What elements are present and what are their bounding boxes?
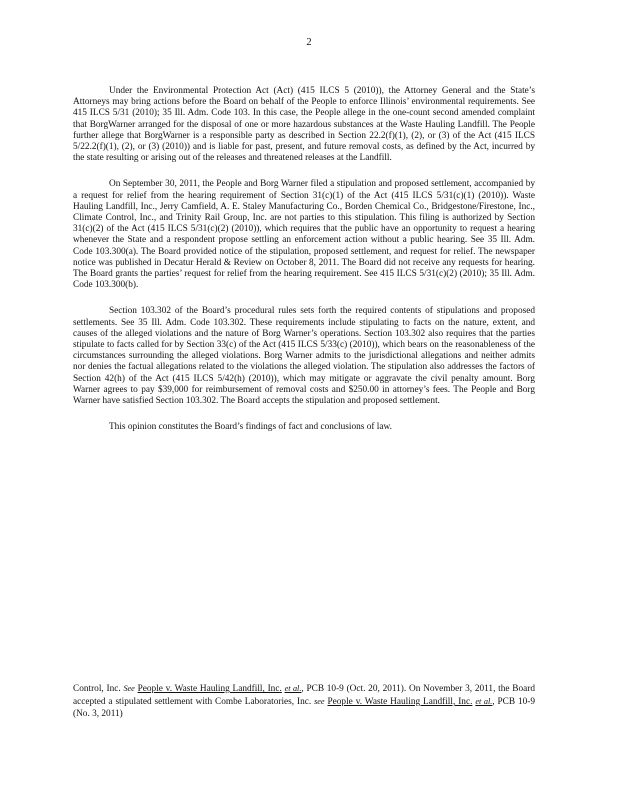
footnote-etal-2: et al. [475,696,493,706]
page-number: 2 [306,37,312,48]
footnote-text-1: Control, Inc. [73,684,121,694]
footnote-case-1: People v. Waste Hauling Landfill, Inc. [137,684,282,694]
footnote-text-3: , PCB 10-9 (No. 3, 2011) [73,696,536,719]
footnote-case-2: People v. Waste Hauling Landfill, Inc. [327,696,473,707]
opinion-body [73,86,535,448]
footnote-see-2: see [314,696,325,706]
paragraph-authority: Under the Environmental Protection Act (Act) (415 ILCS 5 (2010)), the Attorney General and the State’s Attorneys may bring actions before the Board on behalf of the People to enforce Illinois’ environmental requirements. See 415 ILCS 5/31 (2010); 35 Ill. Adm. Code 103. In this case, the People allege in the one-count second amended complaint that BorgWarner arranged for the disposal of one or more hazardous substances at the Waste Hauling Landfill. The People further allege that BorgWarner is a responsible party as described in Section 22.2(f)(1), (2), or (3) of the Act (415 ILCS 5/22.2(f)(1), (2), or (3) (2010)) and is liable for past, present, and future removal costs, as defined by the Act, incurred by the state resulting or arising out of the releases and threatened releases at the Landfill. [73,86,535,164]
footnote-text-2: , PCB 10-9 (Oct. 20, 2011). On November 3, 2011, the Board accepted a stipulated settlement with Combe Laboratories, Inc. [73,684,536,707]
paragraph-stipulation-filing: On September 30, 2011, the People and Borg Warner filed a stipulation and proposed settlement, accompanied by a request for relief from the hearing requirement of Section 31(c)(1) of the Act (415 ILCS 5/31(c)(1) (2010)). Waste Hauling Landfill, Inc., Jerry Camfield, A. E. Staley Manufacturing Co., Borden Chemical Co., Bridgestone/Firestone, Inc., Climate Control, Inc., and Trinity Rail Group, Inc. are not parties to this stipulation. This filing is authorized by Section 31(c)(2) of the Act (415 ILCS 5/31(c)(2) (2010)), which requires that the public have an opportunity to request a hearing whenever the State and a respondent propose settling an enforcement action without a public hearing. See 35 Ill. Adm. Code 103.300(a). The Board provided notice of the stipulation, proposed settlement, and request for relief. The newspaper notice was published in Decatur Herald & Review on October 8, 2011. The Board did not receive any requests for hearing. The Board grants the parties’ request for relief from the hearing requirement. See 415 ILCS 5/31(c)(2) (2010); 35 Ill. Adm. Code 103.300(b). [73,179,535,291]
paragraph-findings: This opinion constitutes the Board’s findings of fact and conclusions of law. [109,422,392,433]
footnote-etal-1: et al. [284,684,302,693]
paragraph-settlement-review: Section 103.302 of the Board’s procedural rules sets forth the required contents of stipulations and proposed settlements. See 35 Ill. Adm. Code 103.302. These requirements include stipulating to facts on the nature, extent, and causes of the alleged violations and the nature of Borg Warner’s operations. Section 103.302 also requires that the parties stipulate to facts called for by Section 33(c) of the Act (415 ILCS 5/33(c) (2010)), which bears on the reasonableness of the circumstances surrounding the alleged violations. Borg Warner admits to the jurisdictional allegations and neither admits nor denies the factual allegations related to the violations the alleged violation. The stipulation also addresses the factors of Section 42(h) of the Act (415 ILCS 5/42(h) (2010)), which may mitigate or aggravate the civil penalty amount. Borg Warner agrees to pay $39,000 for reimbursement of removal costs and $250.00 in attorney’s fees. The People and Borg Warner have satisfied Section 103.302. The Board accepts the stipulation and proposed settlement. [73,306,535,407]
footnote [73,683,535,720]
footnote-see-1: See [123,684,135,693]
